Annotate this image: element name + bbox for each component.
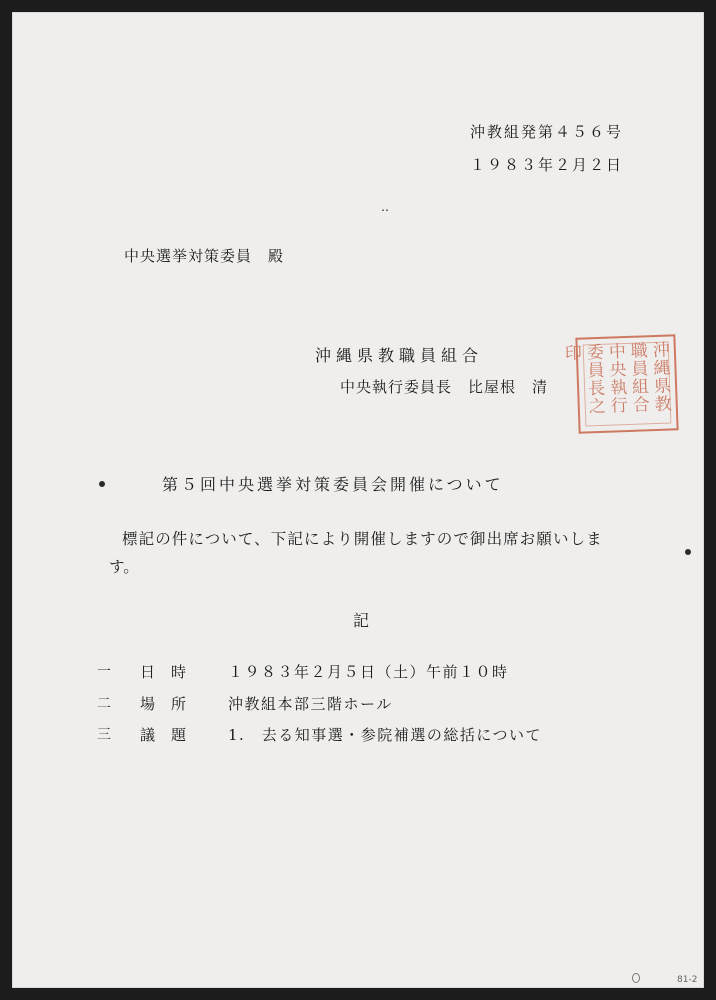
dots-mark: ‥ (381, 200, 390, 214)
binding-hole-mark (99, 481, 105, 487)
official-seal-stamp (560, 334, 678, 433)
ki-heading: 記 (353, 611, 370, 630)
item-label-datetime: 日時 (140, 663, 203, 681)
recipient-line: 中央選挙対策委員 殿 (124, 247, 285, 265)
item-label-place: 場所 (140, 695, 203, 713)
seal-text: 沖縄県教職員組合中央執行委員長之印 (560, 340, 672, 416)
item-value-agenda: 1. 去る知事選・参院補選の総括について (228, 726, 543, 744)
item-value-datetime: １９８３年２月５日（土）午前１０時 (228, 663, 509, 681)
sender-organization: 沖縄県教職員組合 (315, 346, 484, 365)
item-number: 三 (97, 727, 111, 743)
body-text-line-2: す。 (109, 558, 139, 576)
binding-hole-mark (685, 549, 691, 555)
item-number: 二 (97, 696, 111, 712)
pencil-circle-mark (632, 973, 640, 983)
body-text-line-1: 標記の件について、下記により開催しますので御出席お願いしま (122, 530, 603, 548)
item-number: 一 (97, 664, 111, 680)
subject-line: 第５回中央選挙対策委員会開催について (162, 475, 504, 494)
archive-number: 81-2 (677, 975, 698, 985)
item-label-agenda: 議題 (140, 726, 203, 744)
document-date: １９８３年２月２日 (470, 156, 624, 174)
item-value-place: 沖教組本部三階ホール (228, 695, 393, 713)
sender-title-name: 中央執行委員長 比屋根 清 (340, 378, 549, 396)
document-number: 沖教組発第４５６号 (470, 123, 624, 141)
